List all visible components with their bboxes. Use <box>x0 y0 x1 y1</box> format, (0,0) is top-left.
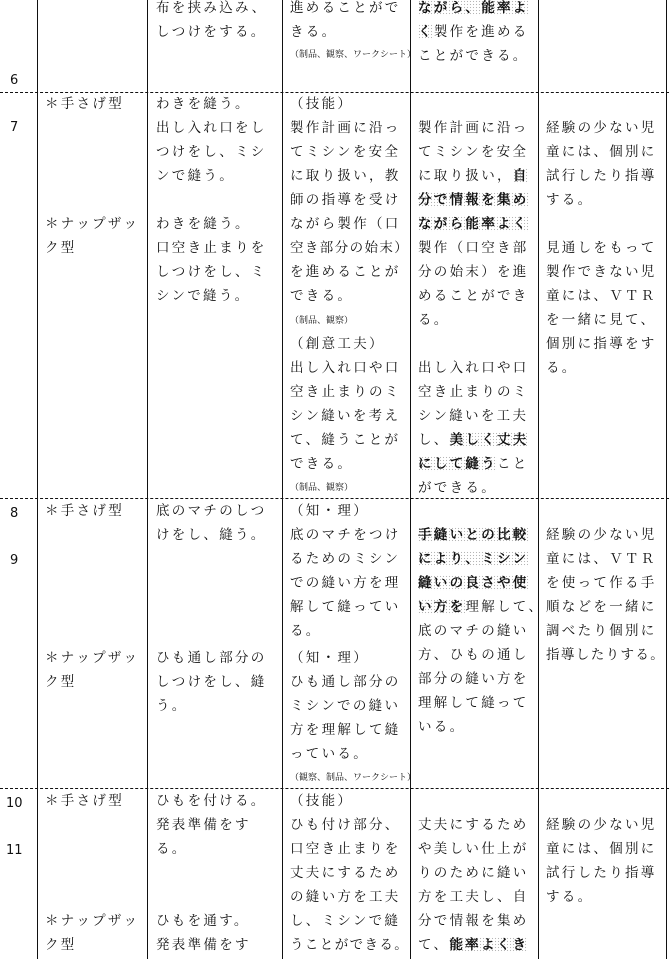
goal-text: し、美しく丈夫 <box>418 432 529 448</box>
goal-text: にして縫うこと <box>418 456 529 472</box>
support-text: 経験の少ない児 <box>546 817 657 833</box>
evaluation-text: ながら製作（口 <box>290 216 401 232</box>
goal-text: 空き止まりのミ <box>418 384 529 400</box>
activity-text: しつけをし、縫 <box>156 674 267 690</box>
evaluation-text: し、ミシンで縫 <box>290 913 401 929</box>
evaluation-text: 口空き止まりを <box>290 841 401 857</box>
highlight-text: 分で情報を集め <box>418 192 529 208</box>
evaluation-text: ひも通し部分の <box>290 674 401 690</box>
activity-text: ひもを通す。 <box>156 913 250 929</box>
column-rule <box>147 0 148 959</box>
evaluation-method: （制品、観察） <box>290 483 354 493</box>
support-text: を使って作る手 <box>546 575 657 591</box>
evaluation-text: 解して縫ってい <box>290 599 401 615</box>
activity-text: ひも通し部分の <box>156 650 267 666</box>
period-number: 11 <box>6 843 23 858</box>
evaluation-text: うことができる。 <box>290 937 410 953</box>
support-text: る。 <box>546 360 578 376</box>
evaluation-text: るためのミシン <box>290 551 401 567</box>
evaluation-text: 丈夫にするため <box>290 865 401 881</box>
goal-text: る。 <box>418 312 450 328</box>
support-text: 順などを一緒に <box>546 599 657 615</box>
evaluation-text: ミシンでの縫い <box>290 698 401 714</box>
column-rule <box>666 0 667 959</box>
goal-text: 部分の縫い方を <box>418 671 529 687</box>
goal-text: 製作（口空き部 <box>418 240 529 256</box>
support-text: 製作できない児 <box>546 264 657 280</box>
goal-text: 出し入れ口や口 <box>418 360 529 376</box>
evaluation-text: シン縫いを考え <box>290 408 401 424</box>
goal-text: 分で情報を集め <box>418 913 529 929</box>
goal-text: いる。 <box>418 719 466 735</box>
column-rule <box>37 0 38 959</box>
evaluation-method: （観察、制品、ワークシート） <box>290 773 417 783</box>
evaluation-text: （技能） <box>290 793 354 809</box>
evaluation-text: できる。 <box>290 456 354 472</box>
evaluation-method: （制品、観察、ワークシート） <box>290 50 417 60</box>
highlight-text: 手縫いとの比較 <box>418 527 529 543</box>
bag-type-label: ＊手さげ型 <box>45 793 124 809</box>
goal-text <box>418 547 528 571</box>
goal-text: に取り扱い，自 <box>418 168 529 184</box>
support-text: 経験の少ない児 <box>546 120 657 136</box>
goal-text: く製作を進める <box>418 24 529 40</box>
evaluation-text: 製作計画に沿っ <box>290 120 401 136</box>
activity-text: けをし、縫う。 <box>156 527 267 543</box>
goal-text: ことができる。 <box>418 48 529 64</box>
goal-text: や美しい仕上が <box>418 841 529 857</box>
highlight-text: により、ミシン <box>418 551 529 567</box>
evaluation-text: （知・理） <box>290 503 369 519</box>
activity-text: 口空き止まりを <box>156 240 267 256</box>
period-number: 7 <box>10 120 19 135</box>
activity-text: う。 <box>156 698 188 714</box>
goal-text: 方、ひもの通し <box>418 647 529 663</box>
bag-type-label: ＊手さげ型 <box>45 503 124 519</box>
bag-type-label: ＊ナップザッ <box>45 913 140 929</box>
bag-type-label: ク型 <box>45 674 77 690</box>
evaluation-text: での縫い方を理 <box>290 575 401 591</box>
evaluation-text: 空き部分の始末） <box>290 240 410 256</box>
goal-text <box>418 188 529 212</box>
activity-text: わきを縫う。 <box>156 96 251 112</box>
evaluation-text: てミシンを安全 <box>290 144 401 160</box>
evaluation-text: の縫い方を工夫 <box>290 889 401 905</box>
evaluation-text: 方を理解して縫 <box>290 722 401 738</box>
evaluation-text: 出し入れ口や口 <box>290 360 401 376</box>
bag-type-label: ＊ナップザッ <box>45 216 140 232</box>
goal-text: 丈夫にするため <box>418 817 529 833</box>
goal-text: て、能率よくき <box>418 937 529 953</box>
activity-text: しつけをする。 <box>156 24 267 40</box>
highlight-text: ながら、能率よ <box>418 0 529 16</box>
bag-type-label: ＊ナップザッ <box>45 650 140 666</box>
activity-text: ひもを付ける。 <box>156 793 267 809</box>
highlight-text: い方を <box>418 599 466 615</box>
highlight-text: 美しく丈夫 <box>449 432 529 448</box>
goal-text <box>418 212 529 236</box>
evaluation-text: ひも付け部分、 <box>290 817 401 833</box>
activity-text: シンで縫う。 <box>156 288 251 304</box>
highlight-text: 縫いの良さや使 <box>418 575 529 591</box>
activity-text: わきを縫う。 <box>156 216 251 232</box>
goal-text: めることができ <box>418 288 529 304</box>
goal-text: てミシンを安全 <box>418 144 529 160</box>
goal-text: 方を工夫し、自 <box>418 889 529 905</box>
activity-text: ンで縫う。 <box>156 168 235 184</box>
highlight-text: く <box>418 24 434 40</box>
bag-type-label: ＊手さげ型 <box>45 96 124 112</box>
goal-text: 底のマチの縫い <box>418 623 529 639</box>
goal-text: ができる。 <box>418 480 497 496</box>
support-text: 試行したり指導 <box>546 865 657 881</box>
evaluation-text: 底のマチをつけ <box>290 527 401 543</box>
activity-text: 発表準備をす <box>156 937 251 953</box>
evaluation-method: （制品、観察） <box>290 316 354 326</box>
support-text: 童には、個別に <box>546 841 657 857</box>
highlight-text: 自 <box>512 168 529 184</box>
support-text: 試行したり指導 <box>546 168 657 184</box>
goal-text: 分の始末）を進 <box>418 264 529 280</box>
evaluation-text: （創意工夫） <box>290 336 385 352</box>
evaluation-text: を進めることが <box>290 264 401 280</box>
period-number: 6 <box>10 73 19 88</box>
evaluation-text: できる。 <box>290 288 354 304</box>
activity-text: 発表準備をす <box>156 817 251 833</box>
evaluation-text: 空き止まりのミ <box>290 384 401 400</box>
bag-type-label: ク型 <box>45 937 77 953</box>
column-rule <box>538 0 539 959</box>
evaluation-text: 進めることがで <box>290 0 401 16</box>
highlight-text: 能率よくき <box>449 937 529 953</box>
goal-text: りのために縫い <box>418 865 529 881</box>
support-text: 童には、ＶＴＲ <box>546 288 657 304</box>
period-number: 9 <box>10 553 19 568</box>
highlight-text: にして縫う <box>418 456 497 472</box>
goal-text <box>418 0 529 20</box>
evaluation-text: （技能） <box>290 96 354 112</box>
bag-type-label: ク型 <box>45 240 77 256</box>
evaluation-text: きる。 <box>290 24 338 40</box>
support-text: 調べたり個別に <box>546 623 657 639</box>
activity-text: 底のマチのしつ <box>156 503 267 519</box>
highlight-text: ながら能率よく <box>418 216 529 232</box>
goal-text <box>418 523 529 547</box>
support-text: する。 <box>546 192 594 208</box>
activity-text: つけをし、ミシ <box>156 144 267 160</box>
goal-text <box>418 571 529 595</box>
evaluation-text: る。 <box>290 623 322 639</box>
goal-text: シン縫いを工夫 <box>418 408 529 424</box>
evaluation-text: （知・理） <box>290 650 369 666</box>
support-text: する。 <box>546 889 594 905</box>
evaluation-text: っている。 <box>290 746 369 762</box>
period-number: 8 <box>10 506 19 521</box>
evaluation-text: て、縫うことが <box>290 432 401 448</box>
support-text: 童には、ＶＴＲ <box>546 551 657 567</box>
evaluation-text: 師の指導を受け <box>290 192 401 208</box>
support-text: 童には、個別に <box>546 144 657 160</box>
goal-text: い方を理解して、 <box>418 599 545 615</box>
support-text: 経験の少ない児 <box>546 527 657 543</box>
support-text: 個別に指導をす <box>546 336 657 352</box>
column-rule <box>282 0 283 959</box>
column-rule <box>410 0 411 959</box>
activity-text: 出し入れ口をし <box>156 120 267 136</box>
support-text: 見通しをもって <box>546 240 657 256</box>
activity-text: しつけをし、ミ <box>156 264 267 280</box>
support-text: を一緒に見て、 <box>546 312 657 328</box>
support-text: 指導したりする。 <box>546 647 666 663</box>
goal-text: 理解して縫って <box>418 695 529 711</box>
period-number: 10 <box>6 796 23 811</box>
goal-text: 製作計画に沿っ <box>418 120 529 136</box>
activity-text: る。 <box>156 841 188 857</box>
evaluation-text: に取り扱い，教 <box>290 168 401 184</box>
activity-text: 布を挟み込み、 <box>156 0 268 16</box>
